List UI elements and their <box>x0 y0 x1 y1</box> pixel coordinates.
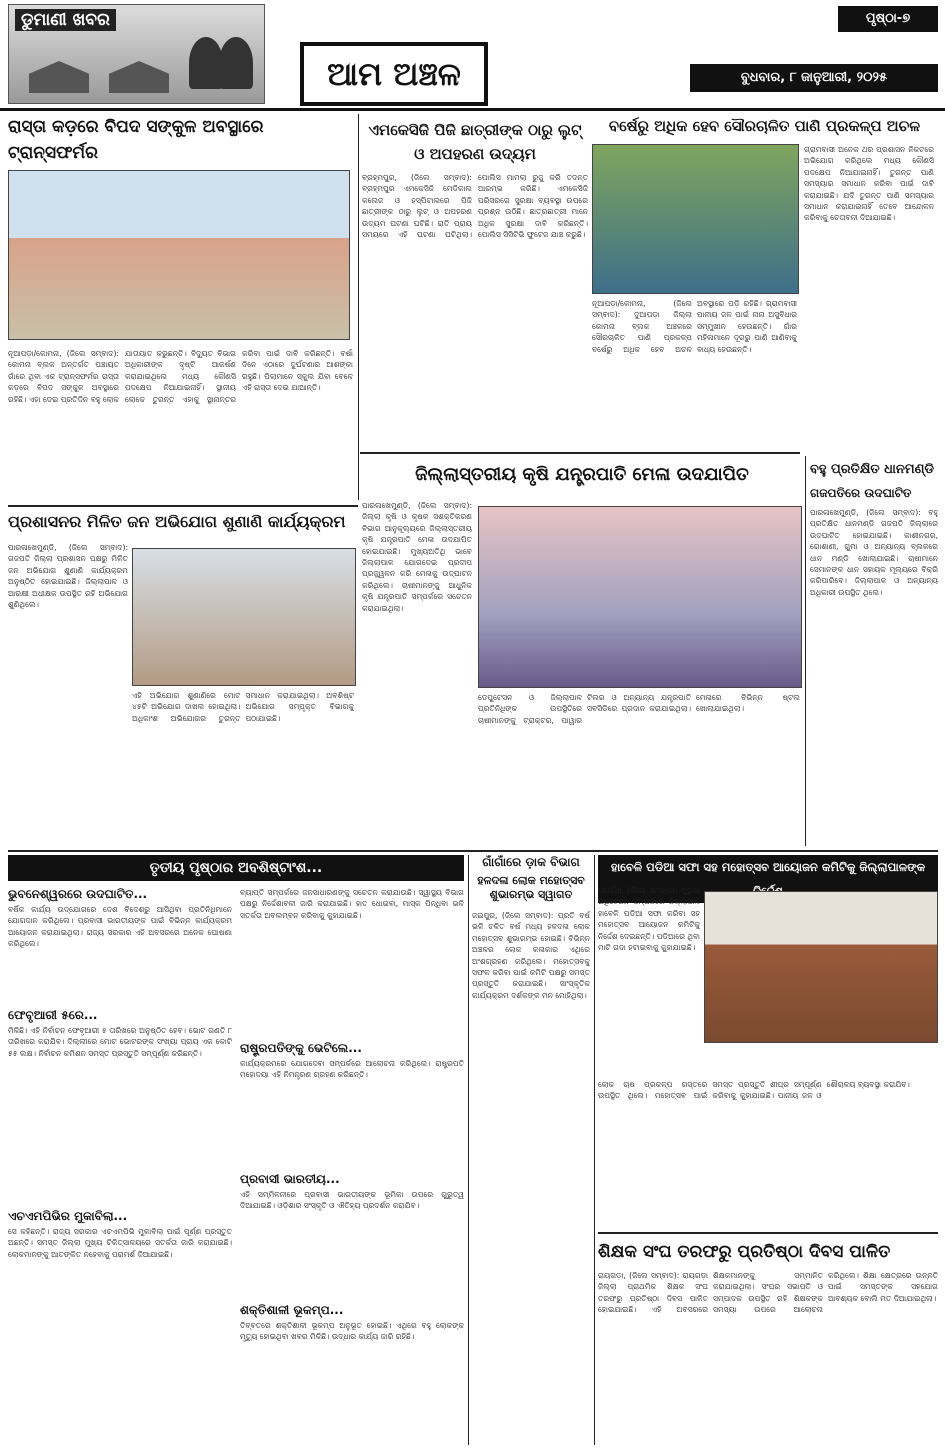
agri-fair-photo <box>478 506 802 688</box>
article-body: ବ୍ରହ୍ମପୁର, (ଜିଲେ ସମ୍ବାଦ): ବ୍ରହ୍ମପୁର ଏମକେସିଜି ମେଡିକାଲ କଲେଜ ଓ ହସ୍ପିଟାଲରେ ପିଜି ଛାତ୍ରୀଙ୍କ ଠାରୁ ଲୁଟ୍ ଓ ଅପହରଣ ଉଦ୍ୟମ ଘଟଣା ଘଟିଛି। ରାତି ପ୍ରାୟ ସମୟରେ ଏହି ଘଟଣା ଘଟିଥିଲା। ପୋଲିସ ମାମଲା ରୁଜୁ କରି ତଦନ୍ତ ଆରମ୍ଭ କରିଛି। ଏମକେସିଜି ପରିସରରେ ସୁରକ୍ଷା ବ୍ୟବସ୍ଥା ଉପରେ ପ୍ରଶ୍ନ ଉଠିଛି। ଛାତ୍ରଛାତ୍ରୀ ମାନେ ଅଧିକ ସୁରକ୍ଷା ଦାବି କରିଛନ୍ତି। ପୋଲିସ ସିସିଟିଭି ଫୁଟେଜ ଯାଞ୍ଚ କରୁଛି। <box>362 173 588 240</box>
article-body-continued: ଡେପୁଟେସନ ଓ ଜିଲ୍ଲାପାଳ ପ୍ରତିନିଧିଙ୍କ ଉପସ୍ଥିତିରେ ଚାଷୀମାନଙ୍କୁ ଟ୍ରାକ୍ଟର, ପାୱାର ଟିଲର ଓ ଅନ୍ୟାନ୍ୟ ଯନ୍ତ୍ରପାତି ସବସିଡିରେ ପ୍ରଦାନ କରାଯାଇଥିଲା। ମେଳାରେ ବିଭିନ୍ନ ଷ୍ଟଲ ଖୋଲାଯାଇଥିଲା। <box>478 693 800 725</box>
section-divider <box>8 505 358 507</box>
article-haveli-ground <box>598 855 938 1101</box>
subheadline: ଭୁବନେଶ୍ୱରରେ ଉଦଘାଟିତ... <box>8 887 148 901</box>
subheadline: ଫେବୃଆରୀ ୫ରେ... <box>8 1008 98 1022</box>
article-body: ମିଳିଛି। ଏହି ନିର୍ବାଚନ ଫେବୃଆରୀ ୫ ତାରିଖରେ ଅନୁଷ୍ଠିତ ହେବ। ଭୋଟ ଗଣତି ୮ ତାରିଖରେ କରାଯିବ। ଦିଲ୍ଲୀରେ ମୋଟ ଭୋଟରଙ୍କ ସଂଖ୍ୟା ପ୍ରାୟ ଏକ କୋଟି ୫୫ ଲକ୍ଷ। ନିର୍ବାଚନ କମିଶନ ସମସ୍ତ ପ୍ରସ୍ତୁତି ସମ୍ପୂର୍ଣ୍ଣ କରିଛନ୍ତି। <box>8 1026 232 1058</box>
article-solar-water <box>592 114 937 354</box>
article-body: ପାରଳାଖେମୁଣ୍ଡି, (ଜିଲେ ସମ୍ବାଦ): ଗଜପତି ଜିଲ୍ଲା ପ୍ରଶାସନ ପକ୍ଷରୁ ମିଳିତ ଜନ ଅଭିଯୋଗ ଶୁଣାଣି କାର୍ଯ୍ୟକ୍ରମ ଅନୁଷ୍ଠିତ ହୋଇଯାଇଛି। ଜିଲ୍ଲାପାଳ ଓ ଆରକ୍ଷୀ ଅଧୀକ୍ଷକ ଉପସ୍ଥିତ ରହି ଅଭିଯୋଗ ଶୁଣିଥିଲେ। <box>8 543 128 610</box>
page-number-badge: ପୃଷ୍ଠା-୭ <box>838 6 938 32</box>
headline: ରାସ୍ତା କଡ଼ରେ ବିପଦ ସଙ୍କୁଳ ଅବସ୍ଥାରେ ଟ୍ରାନ୍ସଫର୍ମର <box>8 117 264 163</box>
article-folk-festival <box>472 855 590 1445</box>
section-divider <box>598 1232 938 1234</box>
article-continued-page3 <box>8 855 464 1445</box>
date-bar: ବୁଧବାର, ୮ ଜାନୁଆରୀ, ୨୦୨୫ <box>690 64 938 92</box>
article-transformer <box>8 114 353 530</box>
column-divider <box>805 456 806 846</box>
headline: ଶିକ୍ଷକ ସଂଘ ତରଫରୁ ପ୍ରତିଷ୍ଠା ଦିବସ ପାଳିତ <box>598 1242 891 1262</box>
section-divider <box>8 850 938 852</box>
left-column <box>8 887 232 1443</box>
headline: ବର୍ଷେରୁ ଅଧିକ ହେବ ସୌରଚାଳିତ ପାଣି ପ୍ରକଳ୍ପ ଅଚଳ <box>608 117 921 135</box>
headline: ହଳଦଳା ଲୋକ ମହୋତ୍ସବ ଶୁଭାରମ୍ଭ ସ୍ୱାଗତ <box>477 874 585 901</box>
column-divider <box>358 114 359 500</box>
article-body-continued: ଏହି ଅଭିଯୋଗ ଶୁଣାଣିରେ ମୋଟ ୪୫ଟି ଅଭିଯୋଗ ଦାଖଲ ହୋଇଥିଲା। ଅଧିକାଂଶ ଅଭିଯୋଗର ତୁରନ୍ତ ସମାଧାନ କରାଯାଇଥିଲା। ଅବଶିଷ୍ଟ ଅଭିଯୋଗ ସମ୍ପୃକ୍ତ ବିଭାଗକୁ ପଠାଯାଇଛି। <box>132 691 354 723</box>
article-body: ବର୍ଷିକ କାର୍ଯ୍ୟ ଉଦ୍‌ଯୋଗରେ ଦେଶ ବିଦେଶରୁ ଆସିଥିବା ପ୍ରତିନିଧିମାନେ ଯୋଗଦାନ କରିଥିଲେ। ପ୍ରବାସୀ ଭାରତୀୟଙ୍କ ପାଇଁ ବିଭିନ୍ନ କାର୍ଯ୍ୟକ୍ରମ ଆୟୋଜନ କରାଯାଇଥିଲା। ରାଜ୍ୟ ସରକାର ଏହି ଅବସରରେ ଅନେକ ଘୋଷଣା କରିଥିଲେ। <box>8 905 232 949</box>
headline: ଜିଲ୍ଲାସ୍ତରୀୟ କୃଷି ଯନ୍ତ୍ରପାତି ମେଳା ଉଦଯାପିତ <box>415 464 749 485</box>
article-paddy-market <box>810 460 938 817</box>
kicker: ଗାଁଗାଁରେ ଡ଼ାକ ବିଭାଗ <box>482 855 580 869</box>
subheadline: ରାଷ୍ଟ୍ରପତିଙ୍କୁ ଭେଟିଲେ... <box>240 1041 362 1055</box>
article-body: ବ୍ୟାପ୍ତି ସମ୍ପର୍କରେ ଜନସାଧାରଣଙ୍କୁ ସଚେତନ କରାଯାଉଛି। ସ୍ୱାସ୍ଥ୍ୟ ବିଭାଗ ପକ୍ଷରୁ ନିର୍ଦ୍ଦେଶାବଳୀ ଜାରି କରାଯାଇଛି। ହାତ ଧୋଇବା, ମାସ୍କ ପିନ୍ଧିବା ଭଳି ସତର୍କତା ଅବଲମ୍ବନ କରିବାକୁ କୁହାଯାଇଛି। <box>240 888 464 920</box>
article-body: ସେ କହିଛନ୍ତି। ରାଜ୍ୟ ସରକାର ଏଚଏମପିଭି ମୁକାବିଲା ପାଇଁ ପୂର୍ଣ୍ଣ ପ୍ରସ୍ତୁତ ଅଛନ୍ତି। ସମସ୍ତ ଜିଲ୍ଲା ମୁଖ୍ୟ ଚିକିତ୍ସାଳୟରେ ସତର୍କତା ଜାରି କରାଯାଇଛି। ଲୋକମାନଙ୍କୁ ଆତଙ୍କିତ ନହେବାକୁ ପରାମର୍ଶ ଦିଆଯାଇଛି। <box>8 1227 232 1259</box>
water-project-photo <box>592 144 799 294</box>
article-body: କାର୍ଯ୍ୟକ୍ରମରେ ଯୋଗଦେବା ସମ୍ପର୍କରେ ଆଲୋଚନା କରିଥିଲେ। ରାଷ୍ଟ୍ରପତି ମହୋଦୟା ଏହି ନିମନ୍ତ୍ରଣ ଗ୍ରହଣ କରିଛନ୍ତି। <box>240 1059 464 1080</box>
article-body: ଏହି ସମ୍ମିଳନୀରେ ପ୍ରବାସୀ ଭାରତୀୟଙ୍କ ଭୂମିକା ଉପରେ ଗୁରୁତ୍ୱ ଦିଆଯାଇଛି। ଓଡ଼ିଶାର ସଂସ୍କୃତି ଓ ଐତିହ୍ୟ ପ୍ରଦର୍ଶନ କରାଯିବ। <box>240 1190 464 1211</box>
newspaper-name: ଡୁମାଣୀ ଖବର <box>15 9 116 31</box>
article-mkcg <box>362 118 588 464</box>
headline: ପ୍ରଶାସନର ମିଳିତ ଜନ ଅଭିଯୋଗ ଶୁଣାଣି କାର୍ଯ୍ୟକ୍ରମ <box>8 512 346 531</box>
grievance-photo <box>132 548 356 686</box>
subheadline: ଏଚଏମପିଭିର ମୁକାବିଲା... <box>8 1209 128 1223</box>
logo-image <box>8 4 265 104</box>
transformer-photo <box>8 170 350 340</box>
right-column <box>240 887 464 1443</box>
section-title: ଆମ ଅଞ୍ଚଳ <box>300 42 488 106</box>
article-body: ଖୋର୍ଦ୍ଧା, (ଜିଲେ ସମ୍ବାଦ): ପୁରୁଣା ଅଧିବେଶନ ସମ୍ପର୍କରେ ଜିଲ୍ଲାପାଳ ହାବେଳି ପଡିଆ ସଫା କରିବା ସହ ମହୋତ୍ସବ ଆୟୋଜନ କମିଟିକୁ ନିର୍ଦ୍ଦେଶ ଦେଇଛନ୍ତି। ପଡିଆରେ ଥିବା ମାଟି ଗଦା ହଟାଇବାକୁ କୁହାଯାଇଛି। <box>598 886 700 953</box>
masthead <box>0 0 945 111</box>
subheadline: ପ୍ରବାସୀ ଭାରତୀୟ... <box>240 1172 340 1186</box>
article-agri-fair <box>362 460 802 725</box>
article-grievance <box>8 508 358 723</box>
headline: ବହୁ ପ୍ରତିକ୍ଷିତ ଧାନମଣ୍ଡି <box>810 462 935 477</box>
headline: ଏମକେସିଜି ପିଜି ଛାତ୍ରୀଙ୍କ ଠାରୁ ଲୁଟ୍ ଓ ଅପହରଣ ଉଦ୍ୟମ <box>368 121 582 163</box>
article-body: ଜଇପୁର, (ଜିଲେ ସମ୍ବାଦ): ପ୍ରତି ବର୍ଷ ଭଳି ଚଳିତ ବର୍ଷ ମଧ୍ୟ ହଳଦଳା ଲୋକ ମହୋତ୍ସବ ଶୁଭାରମ୍ଭ ହୋଇଛି। ବିଭିନ୍ନ ଅଞ୍ଚଳର ଲୋକ କଳାକାର ଏଥିରେ ଅଂଶଗ୍ରହଣ କରିଥିଲେ। ମହୋତ୍ସବକୁ ସଫଳ କରିବା ପାଇଁ କମିଟି ପକ୍ଷରୁ ସମସ୍ତ ପ୍ରସ୍ତୁତି କରାଯାଇଛି। ସାଂସ୍କୃତିକ କାର୍ଯ୍ୟକ୍ରମ ଦର୍ଶକଙ୍କ ମନ ମୋହିଥିଲା। <box>472 911 590 1000</box>
article-body: ରାୟଗଡ଼ା, (ଜିଲେ ସମ୍ବାଦ): ରାୟଗଡ଼ା ଜିଲ୍ଲା ପ୍ରାଥମିକ ଶିକ୍ଷକ ସଂଘ ତରଫରୁ ପ୍ରତିଷ୍ଠା ଦିବସ ପାଳିତ ହୋଇଯାଇଛି। ଏହି ଅବସରରେ ଶିକ୍ଷକମାନଙ୍କୁ ସମ୍ମାନିତ କରାଯାଇଥିଲା। ସଂଘର ସଭାପତି ଓ ସମ୍ପାଦକ ଉପସ୍ଥିତ ରହି ଶିକ୍ଷକଙ୍କ ସମସ୍ୟା ଉପରେ ଆଲୋଚନା କରିଥିଲେ। ଶିକ୍ଷା କ୍ଷେତ୍ରରେ ଉନ୍ନତି ପାଇଁ ସମସ୍ତଙ୍କ ସହଯୋଗ ଆବଶ୍ୟକ ବୋଲି ମତ ଦିଆଯାଇଥିଲା। <box>598 1271 938 1315</box>
article-body: ନୂଆପଡ଼ା/କୋମନା, (ଜିଲେ ସମ୍ବାଦ): ଦୁଆପଡ଼ା ଜିଲ୍ଲା କୋମନା ବ୍ଲକ ଅଞ୍ଚଳରେ ସୌରଚାଳିତ ପାଣି ପ୍ରକଳ୍ପ ବର୍ଷେରୁ ଅଧିକ ହେବ ଅଚଳ ଅବସ୍ଥାରେ ପଡ଼ି ରହିଛି। ଗ୍ରାମବାସୀ ପାନୀୟ ଜଳ ପାଇଁ ନାନା ଅସୁବିଧାର ସମ୍ମୁଖୀନ ହେଉଛନ୍ତି। ଗାଁର ମହିଳାମାନେ ଦୂରରୁ ପାଣି ଆଣିବାକୁ ବାଧ୍ୟ ହେଉଛନ୍ତି। <box>592 299 797 354</box>
headline: ହାବେଳି ପଡିଆ ସଫା ସହ ମହୋତ୍ସବ ଆୟୋଜନ କମିଟିକୁ ଜିଲ୍ଲାପାଳଙ୍କ <box>598 855 938 903</box>
column-divider <box>468 855 469 1445</box>
subheadline: ଶକ୍ତିଶାଳୀ ଭୂକମ୍ପ... <box>240 1303 344 1317</box>
article-body-continued: ଲୋକ ଚାଷ ପ୍ରକଳ୍ପ ଗସ୍ତରେ ଉପସ୍ଥିତ ଥିଲେ। ମହୋତ୍ସବ ପାଇଁ ସମସ୍ତ ପ୍ରସ୍ତୁତି ଶୀଘ୍ର ସମ୍ପୂର୍ଣ୍ଣ କରିବାକୁ କୁହାଯାଇଛି। ପାନୀୟ ଜଳ ଓ ଶୌଚାଳୟ ବ୍ୟବସ୍ଥା କରାଯିବ। <box>598 1080 910 1101</box>
column-divider <box>594 855 595 1445</box>
section-divider <box>360 452 800 454</box>
article-body: ପାରଳାଖେମୁଣ୍ଡି, (ଜିଲେ ସମ୍ବାଦ): ବହୁ ପ୍ରତିକ୍ଷିତ ଧାନମଣ୍ଡି ଗଜପତି ଜିଲ୍ଲାରେ ଉଦଘାଟିତ ହୋଇଯାଇଛି। କାଶୀନଗର, ଗୋଶାଣୀ, ଗୁମା ଓ ଅନ୍ୟାନ୍ୟ ବ୍ଲକରେ ଧାନ ମଣ୍ଡି ଖୋଲାଯାଇଛି। ଚାଷୀମାନେ ସେମାନଙ୍କ ଧାନ ସହାୟକ ମୂଲ୍ୟରେ ବିକ୍ରି କରିପାରିବେ। ଜିଲ୍ଲାପାଳ ଓ ଅନ୍ୟାନ୍ୟ ଅଧିକାରୀ ଉପସ୍ଥିତ ଥିଲେ। <box>810 508 938 597</box>
article-body: ନୂଆପଡ଼ା/କୋମନା, (ଜିଲେ ସମ୍ବାଦ): କୋମନା ବ୍ଲକ ଅନ୍ତର୍ଗତ ପଞ୍ଚାୟତ ଗାଁରେ ଥିବା ଏକ ଟ୍ରାନ୍ସଫର୍ମର ରାସ୍ତା କଡ଼ରେ ବିପଦ ସଙ୍କୁଳ ଅବସ୍ଥାରେ ରହିଛି। ଏହା ଦେଇ ପ୍ରତିଦିନ ବହୁ ଲୋକ ଯାତାୟାତ କରୁଛନ୍ତି। ବିଦ୍ୟୁତ ବିଭାଗ ଅଧିକାରୀଙ୍କ ଦୃଷ୍ଟି ଆକର୍ଷଣ କରାଯାଇଥିଲେ ମଧ୍ୟ କୌଣସି ପଦକ୍ଷେପ ନିଆଯାଇନାହିଁ। ସ୍ଥାନୀୟ ଲୋକେ ତୁରନ୍ତ ଏହାକୁ ସ୍ଥାନାନ୍ତର କରିବା ପାଇଁ ଦାବି କରିଛନ୍ତି। ବର୍ଷା ଦିନେ ଏଠାରେ ଦୁର୍ଘଟଣାର ଆଶଙ୍କା ରହୁଛି। ପିଲାମାନେ ସ୍କୁଲ ଯିବା ବେଳେ ଏହି ରାସ୍ତା ଦେଇ ଯାଆନ୍ତି। <box>8 349 353 404</box>
subheadline: ଗଜପତିରେ ଉଦଘାଟିତ <box>810 486 912 500</box>
article-body: ପାରଳାଖେମୁଣ୍ଡି, (ଜିଲେ ସମ୍ବାଦ): ଜିଲ୍ଲା କୃଷି ଓ କୃଷକ ସଶକ୍ତିକରଣ ବିଭାଗ ଆନୁକୂଲ୍ୟରେ ଜିଲ୍ଲାସ୍ତରୀୟ କୃଷି ଯନ୍ତ୍ରପାତି ମେଳା ଉଦଯାପିତ ହୋଇଯାଇଛି। ମୁଖ୍ୟଅତିଥି ଭାବେ ଜିଲ୍ଲାପାଳ ଯୋଗଦେଇ ପ୍ରଦୀପ ପ୍ରଜ୍ଜ୍ୱଳନ କରି ମେଳାକୁ ଉଦ୍‌ଘାଟନ କରିଥିଲେ। ଚାଷୀମାନଙ୍କୁ ଆଧୁନିକ କୃଷି ଯନ୍ତ୍ରପାତି ସମ୍ପର୍କରେ ସଚେତନ କରାଯାଇଥିଲା। <box>362 501 472 613</box>
article-body: ତିବ୍ବତରେ ଶକ୍ତିଶାଳୀ ଭୂକମ୍ପ ଅନୁଭୂତ ହୋଇଛି। ଏଥିରେ ବହୁ ଲୋକଙ୍କ ମୃତ୍ୟୁ ହୋଇଥିବା ଖବର ମିଳିଛି। ଉଦ୍ଧାର କାର୍ଯ୍ୟ ଜାରି ରହିଛି। <box>240 1321 464 1342</box>
article-body-right: ଗ୍ରାମବାସୀ ଅନେକ ଥର ପ୍ରଶାସନ ନିକଟରେ ଅଭିଯୋଗ କରିଥିଲେ ମଧ୍ୟ କୌଣସି ପଦକ୍ଷେପ ନିଆଯାଇନାହିଁ। ତୁରନ୍ତ ପାଣି ସମସ୍ୟାର ସମାଧାନ କରିବା ପାଇଁ ଦାବି କରାଯାଇଛି। ଯଦି ତୁରନ୍ତ ପାଣି ସମସ୍ୟାର ସମାଧାନ କରାଯାଇନାହିଁ ତେବେ ଆନ୍ଦୋଳନ କରିବାକୁ ଚେତାବନୀ ଦିଆଯାଇଛି। <box>804 145 934 223</box>
article-teachers-union <box>598 1238 938 1440</box>
ground-soil-photo <box>704 891 938 1043</box>
headline: ତୃତୀୟ ପୃଷ୍ଠାର ଅବଶିଷ୍ଟାଂଶ... <box>8 855 464 881</box>
